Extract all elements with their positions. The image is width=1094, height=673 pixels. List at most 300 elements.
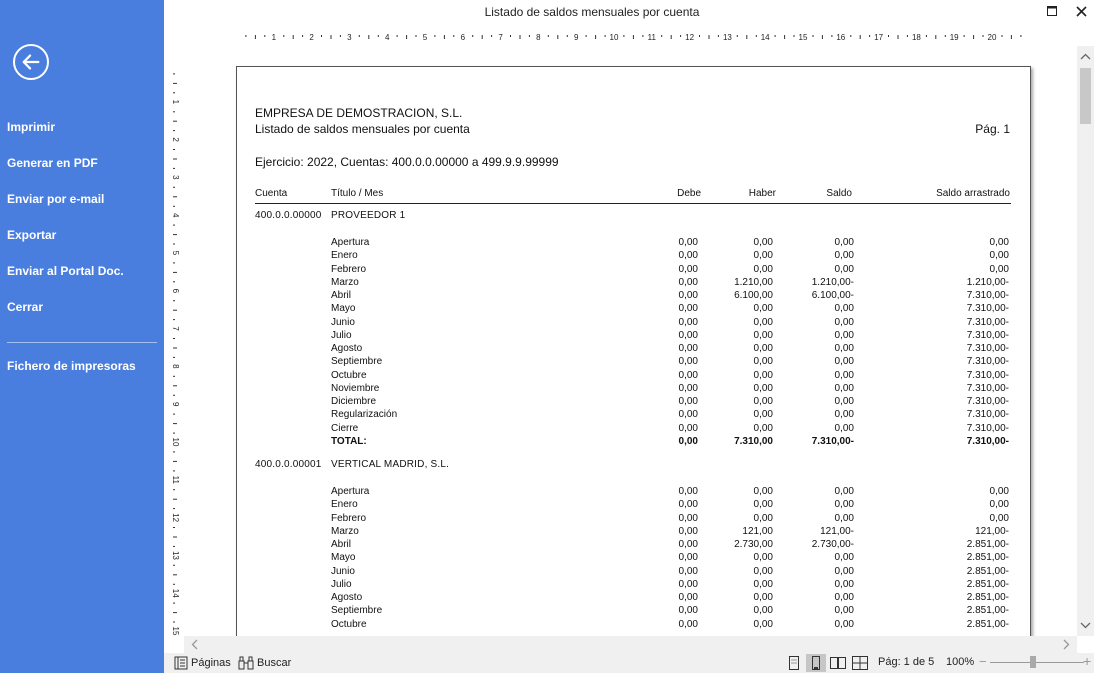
ruler-tick (888, 35, 889, 37)
ruler-tick (321, 35, 322, 37)
header-debe: Debe (677, 188, 701, 199)
pages-label: Páginas (191, 657, 231, 669)
ruler-label: 9 (170, 401, 180, 407)
close-icon (1076, 6, 1087, 17)
table-row (237, 356, 1027, 369)
debe-cell: 0,00 (678, 422, 698, 434)
ruler-tick (173, 319, 175, 320)
debe-cell: 0,00 (678, 382, 698, 394)
debe-cell: 0,00 (678, 618, 698, 630)
debe-cell: 0,00 (678, 539, 698, 550)
arrastrado-cell: 2.851,00- (966, 552, 1009, 564)
haber-cell: 7.310,00 (734, 435, 773, 447)
vertical-scrollbar[interactable] (1077, 46, 1094, 636)
table-row (237, 539, 1027, 552)
ruler-tick (444, 35, 445, 39)
ruler-tick (173, 244, 175, 245)
ruler-tick (173, 489, 175, 490)
ruler-tick (173, 574, 177, 575)
month-cell: Junio (331, 565, 355, 577)
account-code: 400.0.0.00001 (255, 459, 322, 470)
ruler-tick (173, 149, 175, 150)
haber-cell: 1.210,00 (734, 276, 773, 288)
ruler-tick (173, 622, 175, 623)
ruler-tick (434, 35, 435, 37)
arrastrado-cell: 7.310,00- (966, 290, 1009, 301)
send-email-button[interactable]: Enviar por e-mail (7, 192, 105, 206)
page-number: Pág. 1 (975, 122, 1010, 136)
ruler-label: 18 (911, 33, 921, 42)
ruler-tick (173, 234, 177, 235)
arrastrado-cell: 7.310,00- (966, 343, 1009, 354)
ruler-tick (756, 35, 757, 37)
table-row (237, 396, 1027, 409)
saldo-cell: 0,00 (834, 578, 854, 590)
ruler-tick (255, 35, 256, 39)
arrastrado-cell: 0,00 (989, 499, 1009, 511)
header-divider (255, 203, 1011, 204)
two-pages-icon (830, 656, 846, 670)
ruler-label: 2 (170, 137, 180, 142)
haber-cell: 0,00 (753, 263, 773, 275)
ruler-tick (983, 35, 984, 37)
ruler-tick (520, 35, 521, 39)
ruler-tick (737, 35, 738, 37)
table-row (237, 343, 1027, 356)
ruler-label: 2 (309, 33, 314, 42)
arrastrado-cell: 0,00 (989, 237, 1009, 248)
ruler-tick (529, 35, 530, 37)
ruler-tick (860, 35, 861, 39)
month-cell: Agosto (331, 592, 363, 603)
ruler-tick (173, 499, 177, 500)
ruler-label: 3 (170, 175, 180, 180)
ruler-label: 6 (170, 288, 180, 294)
ruler-label: 14 (170, 588, 180, 598)
maximize-button[interactable] (1042, 2, 1062, 20)
ruler-tick (1020, 35, 1021, 37)
haber-cell: 121,00 (742, 525, 773, 537)
ruler-tick (173, 262, 175, 263)
ruler-tick (340, 35, 341, 37)
generate-pdf-button[interactable]: Generar en PDF (7, 156, 98, 170)
table-row (237, 264, 1027, 277)
scroll-right-icon[interactable] (1059, 636, 1073, 653)
horizontal-scrollbar[interactable] (184, 636, 1077, 653)
ruler-label: 4 (384, 33, 390, 42)
saldo-cell: 0,00 (834, 422, 854, 434)
month-cell: Febrero (331, 512, 367, 524)
saldo-cell: 2.730,00- (811, 539, 854, 550)
month-cell: Apertura (331, 237, 370, 248)
arrastrado-cell: 7.310,00- (966, 316, 1009, 328)
scroll-up-icon[interactable] (1077, 50, 1094, 64)
month-cell: Abril (331, 290, 352, 301)
ruler-tick (907, 35, 908, 37)
ruler-tick (472, 35, 473, 37)
saldo-cell: 0,00 (834, 512, 854, 524)
ruler-tick (173, 338, 175, 339)
table-row (237, 619, 1027, 632)
haber-cell: 0,00 (753, 422, 773, 434)
month-cell: Marzo (331, 276, 359, 288)
debe-cell: 0,00 (678, 486, 698, 497)
haber-cell: 0,00 (753, 499, 773, 511)
arrastrado-cell: 7.310,00- (966, 382, 1009, 394)
saldo-cell: 0,00 (834, 552, 854, 564)
table-row (237, 290, 1027, 303)
saldo-cell: 0,00 (834, 303, 854, 315)
ruler-tick (173, 73, 175, 74)
export-button[interactable]: Exportar (7, 228, 57, 242)
ruler-tick (898, 35, 899, 39)
zoom-slider[interactable] (990, 662, 1084, 663)
header-saldo: Saldo (826, 188, 852, 199)
header-arrastrado: Saldo arrastrado (936, 188, 1010, 199)
debe-cell: 0,00 (678, 369, 698, 381)
haber-cell: 0,00 (753, 552, 773, 564)
ruler-tick (699, 35, 700, 37)
month-cell: Regularización (331, 409, 398, 421)
ruler-label: 5 (422, 33, 428, 42)
saldo-cell: 0,00 (834, 382, 854, 394)
debe-cell: 0,00 (678, 290, 698, 301)
ruler-tick (453, 35, 454, 37)
page-indicator: Pág: 1 de 5 (878, 656, 935, 668)
ruler-tick (173, 111, 175, 112)
ruler-tick (173, 414, 175, 415)
saldo-cell: 1.210,00- (811, 276, 854, 288)
ruler-tick (173, 196, 177, 197)
send-portal-doc-button[interactable]: Enviar al Portal Doc. (7, 264, 124, 278)
view-page-width-button[interactable] (806, 654, 826, 672)
arrastrado-cell: 0,00 (989, 512, 1009, 524)
ruler-tick (173, 159, 177, 160)
ruler-label: 13 (722, 33, 732, 42)
ruler-tick (945, 35, 946, 37)
haber-cell: 0,00 (753, 605, 773, 617)
arrastrado-cell: 0,00 (989, 263, 1009, 275)
table-row (237, 237, 1027, 250)
ruler-tick (173, 395, 175, 396)
table-row (237, 317, 1027, 330)
month-cell: Septiembre (331, 356, 383, 368)
arrastrado-cell: 2.851,00- (966, 539, 1009, 550)
ruler-label: 8 (170, 364, 180, 369)
report-page (236, 66, 1031, 636)
month-cell: Noviembre (331, 382, 380, 394)
debe-cell: 0,00 (678, 343, 698, 354)
ruler-tick (173, 187, 175, 188)
haber-cell: 6.100,00 (734, 290, 773, 301)
account-name: PROVEEDOR 1 (331, 210, 406, 221)
month-cell: Mayo (331, 552, 356, 564)
haber-cell: 0,00 (753, 237, 773, 248)
ruler-tick (173, 546, 175, 547)
saldo-cell: 0,00 (834, 605, 854, 617)
ruler-tick (680, 35, 681, 37)
arrastrado-cell: 0,00 (989, 250, 1009, 262)
debe-cell: 0,00 (678, 499, 698, 511)
table-row (237, 423, 1027, 436)
table-row (237, 552, 1027, 565)
arrastrado-cell: 2.851,00- (966, 578, 1009, 590)
arrastrado-cell: 7.310,00- (966, 356, 1009, 368)
month-cell: Abril (331, 539, 352, 550)
vertical-scroll-thumb[interactable] (1080, 68, 1091, 124)
arrastrado-cell: 2.851,00- (966, 618, 1009, 630)
arrastrado-cell: 7.310,00- (966, 422, 1009, 434)
ruler-tick (173, 385, 177, 386)
arrastrado-cell: 7.310,00- (966, 435, 1009, 447)
debe-cell: 0,00 (678, 565, 698, 577)
view-four-pages-button[interactable] (850, 654, 870, 672)
haber-cell: 0,00 (753, 369, 773, 381)
ruler-label: 12 (170, 513, 180, 523)
haber-cell: 0,00 (753, 409, 773, 421)
month-cell: Octubre (331, 369, 367, 381)
ruler-tick (173, 565, 175, 566)
ruler-label: 8 (536, 33, 541, 42)
four-pages-icon (852, 656, 868, 670)
ruler-tick (416, 35, 417, 37)
month-cell: Febrero (331, 263, 367, 275)
ruler-tick (173, 537, 177, 538)
saldo-cell: 0,00 (834, 316, 854, 328)
ruler-tick (633, 35, 634, 39)
month-cell: Julio (331, 329, 352, 341)
haber-cell: 0,00 (753, 356, 773, 368)
month-cell: Julio (331, 578, 352, 590)
report-filter: Ejercicio: 2022, Cuentas: 400.0.0.00000 a 499.9.9.99999 (255, 155, 559, 169)
month-cell: Mayo (331, 303, 356, 315)
vertical-ruler-marks (168, 64, 182, 636)
view-single-page-button[interactable] (784, 654, 804, 672)
ruler-tick (775, 35, 776, 37)
ruler-tick (173, 527, 175, 528)
saldo-cell: 0,00 (834, 356, 854, 368)
haber-cell: 2.730,00 (734, 539, 773, 550)
ruler-tick (173, 206, 175, 207)
ruler-tick (173, 508, 175, 509)
title-bar (164, 0, 1094, 26)
horizontal-ruler-marks (236, 30, 1032, 44)
ruler-label: 14 (760, 33, 770, 42)
ruler-tick (378, 35, 379, 37)
zoom-slider-thumb[interactable] (1030, 656, 1036, 668)
haber-cell: 0,00 (753, 486, 773, 497)
ruler-label: 12 (685, 33, 695, 42)
saldo-cell: 0,00 (834, 237, 854, 248)
header-haber: Haber (748, 188, 776, 199)
arrastrado-cell: 7.310,00- (966, 396, 1009, 407)
month-cell: Junio (331, 316, 355, 328)
ruler-tick (173, 310, 177, 311)
search-button[interactable] (238, 656, 291, 670)
debe-cell: 0,00 (678, 396, 698, 407)
ruler-label: 7 (170, 326, 180, 331)
haber-cell: 0,00 (753, 316, 773, 328)
printers-file-button[interactable]: Fichero de impresoras (7, 359, 136, 373)
table-row (237, 330, 1027, 343)
saldo-cell: 0,00 (834, 250, 854, 262)
debe-cell: 0,00 (678, 525, 698, 537)
saldo-cell: 7.310,00- (811, 435, 854, 447)
ruler-tick (173, 451, 175, 452)
back-button[interactable] (13, 44, 49, 80)
arrastrado-cell: 0,00 (989, 486, 1009, 497)
ruler-tick (661, 35, 662, 37)
ruler-label: 15 (170, 626, 180, 636)
ruler-tick (173, 121, 177, 122)
report-title: Listado de saldos mensuales por cuenta (255, 122, 470, 136)
zoom-out-button[interactable]: − (979, 654, 987, 669)
page-width-icon (810, 656, 822, 670)
saldo-cell: 0,00 (834, 343, 854, 354)
ruler-tick (293, 35, 294, 39)
month-cell: Enero (331, 250, 358, 262)
ruler-tick (397, 35, 398, 37)
ruler-tick (623, 35, 624, 37)
ruler-tick (671, 35, 672, 39)
ruler-tick (482, 35, 483, 39)
search-label: Buscar (257, 657, 292, 669)
ruler-tick (822, 35, 823, 39)
table-row (237, 277, 1027, 290)
saldo-cell: 121,00- (820, 525, 854, 537)
arrastrado-cell: 1.210,00- (966, 276, 1009, 288)
ruler-label: 4 (170, 212, 180, 218)
ruler-label: 19 (949, 33, 959, 42)
ruler-label: 20 (987, 33, 997, 42)
ruler-label: 11 (647, 33, 656, 42)
ruler-tick (173, 612, 177, 613)
saldo-cell: 0,00 (834, 396, 854, 407)
ruler-tick (813, 35, 814, 37)
ruler-tick (709, 35, 710, 39)
ruler-tick (173, 357, 175, 358)
table-row (237, 370, 1027, 383)
close-button[interactable]: Cerrar (7, 300, 44, 314)
ruler-label: 5 (170, 250, 180, 256)
ruler-label: 1 (271, 33, 277, 42)
sidebar-menu (0, 110, 164, 326)
table-row (237, 499, 1027, 512)
haber-cell: 0,00 (753, 343, 773, 354)
ruler-tick (935, 35, 936, 39)
saldo-cell: 0,00 (834, 263, 854, 275)
ruler-tick (869, 35, 870, 37)
debe-cell: 0,00 (678, 552, 698, 564)
saldo-cell: 0,00 (834, 369, 854, 381)
ruler-tick (1011, 35, 1012, 39)
close-window-button[interactable] (1071, 2, 1091, 20)
ruler-tick (173, 584, 175, 585)
ruler-tick (850, 35, 851, 37)
debe-cell: 0,00 (678, 237, 698, 248)
arrastrado-cell: 2.851,00- (966, 565, 1009, 577)
account-header (255, 210, 405, 221)
account-header (255, 459, 449, 470)
ruler-tick (302, 35, 303, 37)
ruler-tick (510, 35, 511, 37)
ruler-tick (926, 35, 927, 37)
ruler-tick (173, 92, 175, 93)
ruler-tick (331, 35, 332, 39)
preview-area[interactable] (184, 46, 1076, 636)
arrastrado-cell: 2.851,00- (966, 605, 1009, 617)
window-title: Listado de saldos mensuales por cuenta (484, 5, 700, 19)
month-cell: TOTAL: (331, 435, 367, 447)
saldo-cell: 0,00 (834, 499, 854, 511)
scroll-down-icon[interactable] (1077, 618, 1094, 632)
ruler-tick (557, 35, 558, 39)
ruler-tick (173, 423, 177, 424)
zoom-in-button[interactable]: + (1083, 653, 1092, 669)
arrastrado-cell: 7.310,00- (966, 329, 1009, 341)
arrastrado-cell: 7.310,00- (966, 303, 1009, 315)
arrow-left-icon (20, 51, 42, 73)
ruler-tick (548, 35, 549, 37)
pages-button[interactable] (174, 656, 231, 670)
sidebar-divider (7, 342, 157, 343)
ruler-tick (173, 168, 175, 169)
ruler-tick (964, 35, 965, 37)
ruler-tick (794, 35, 795, 37)
haber-cell: 0,00 (753, 512, 773, 524)
haber-cell: 0,00 (753, 565, 773, 577)
maximize-icon (1047, 6, 1057, 16)
pages-icon (174, 656, 188, 670)
ruler-tick (642, 35, 643, 37)
view-two-pages-button[interactable] (828, 654, 848, 672)
debe-cell: 0,00 (678, 276, 698, 288)
debe-cell: 0,00 (678, 592, 698, 603)
table-row (237, 303, 1027, 316)
table-row (237, 383, 1027, 396)
table-row (237, 526, 1027, 539)
haber-cell: 0,00 (753, 618, 773, 630)
ruler-label: 1 (170, 99, 180, 105)
ruler-label: 17 (874, 33, 884, 42)
haber-cell: 0,00 (753, 250, 773, 262)
ruler-label: 15 (798, 33, 808, 42)
ruler-tick (173, 603, 175, 604)
ruler-tick (746, 35, 747, 39)
month-cell: Apertura (331, 486, 370, 497)
zoom-level: 100% (946, 656, 975, 668)
status-bar (164, 653, 1094, 673)
haber-cell: 0,00 (753, 592, 773, 603)
table-row (237, 592, 1027, 605)
saldo-cell: 6.100,00- (811, 290, 854, 301)
ruler-tick (491, 35, 492, 37)
month-cell: Agosto (331, 343, 363, 354)
account-code: 400.0.0.00000 (255, 210, 322, 221)
arrastrado-cell: 7.310,00- (966, 369, 1009, 381)
scroll-left-icon[interactable] (188, 636, 202, 653)
month-cell: Cierre (331, 422, 359, 434)
ruler-tick (567, 35, 568, 37)
sidebar (0, 0, 164, 673)
haber-cell: 0,00 (753, 329, 773, 341)
vertical-ruler (168, 64, 182, 636)
ruler-tick (173, 300, 175, 301)
month-cell: Septiembre (331, 605, 383, 617)
print-button[interactable]: Imprimir (7, 120, 56, 134)
ruler-tick (173, 272, 177, 273)
debe-cell: 0,00 (678, 316, 698, 328)
